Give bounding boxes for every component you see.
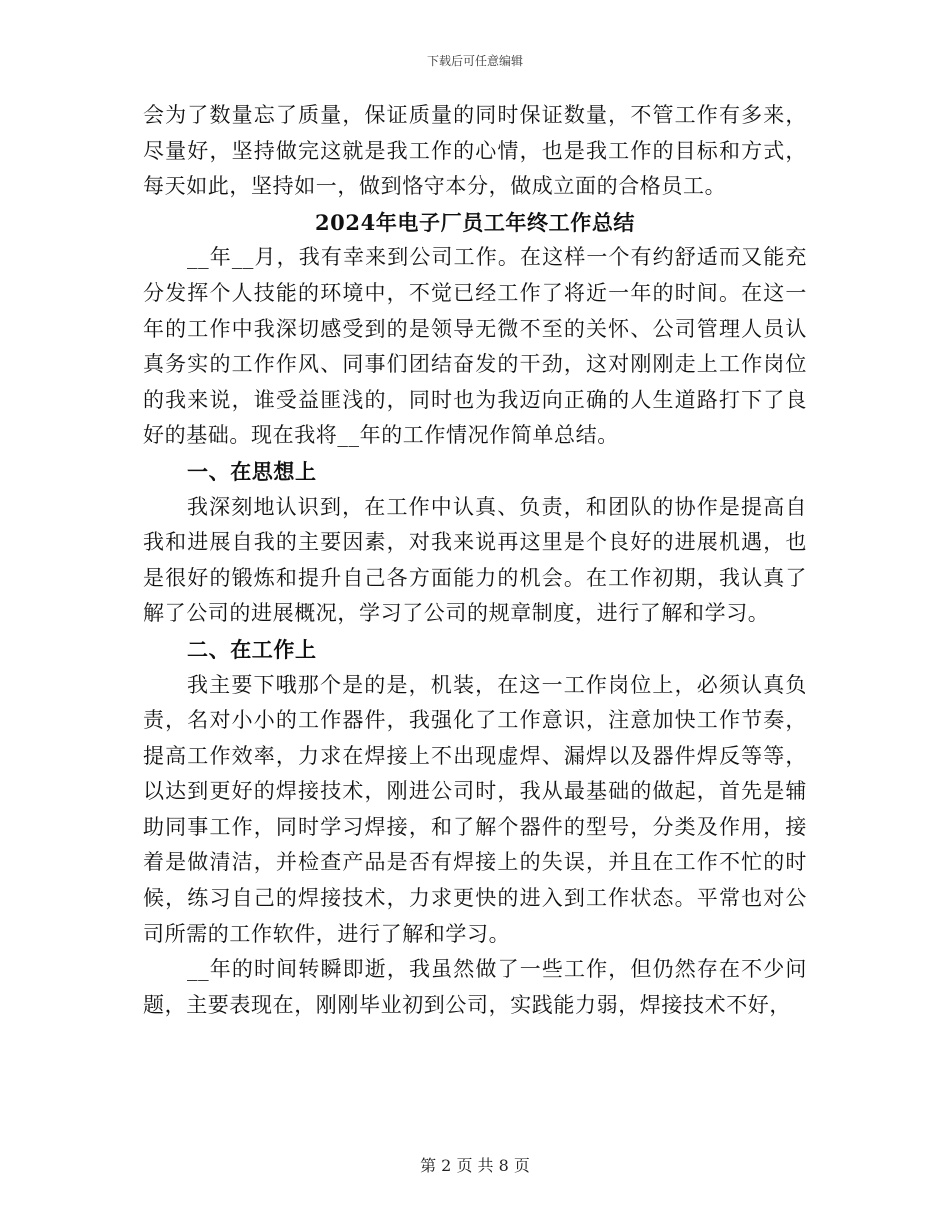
section-heading-thought: 一、在思想上 [187, 458, 317, 484]
closing-paragraph: __年的时间转瞬即逝，我虽然做了一些工作，但仍然存在不少问题，主要表现在，刚刚毕业初到公司，实践能力弱，焊接技术不好， [143, 957, 807, 1017]
continuation-paragraph: 会为了数量忘了质量，保证质量的同时保证数量，不管工作有多来，尽量好，坚持做完这就是我工作的心情，也是我工作的目标和方式，每天如此，坚持如一，做到恪守本分，做成立面的合格员工。 [143, 103, 807, 199]
document-title: 2024年电子厂员工年终工作总结 [314, 209, 636, 235]
section-paragraph-work: 我主要下哦那个是的是，机装，在这一工作岗位上，必须认真负责，名对小小的工作器件，我强化了工作意识，注意加快工作节奏，提高工作效率，力求在焊接上不出现虚焊、漏焊以及器件焊反等等，以达到更好的焊接技术，刚进公司时，我从最基础的做起，首先是辅助同事工作，同时学习焊接，和了解个器件的型号，分类及作用，接着是做清洁，并检查产品是否有焊接上的失误，并且在工作不忙的时候，练习自己的焊接技术，力求更快的进入到工作状态。平常也对公司所需的工作软件，进行了解和学习。 [143, 672, 807, 946]
page-header-note: 下载后可任意编辑 [426, 54, 523, 68]
section-paragraph-thought: 我深刻地认识到，在工作中认真、负责，和团队的协作是提高自我和进展自我的主要因素，对我来说再这里是个良好的进展机遇，也是很好的锻炼和提升自己各方面能力的机会。在工作初期，我认真了解了公司的进展概况，学习了公司的规章制度，进行了解和学习。 [143, 494, 807, 626]
intro-paragraph: __年__月，我有幸来到公司工作。在这样一个有约舒适而又能充分发挥个人技能的环境中，不觉已经工作了将近一年的时间。在这一年的工作中我深切感受到的是领导无微不至的关怀、公司管理人员认真务实的工作作风、同事们团结奋发的干劲，这对刚刚走上工作岗位的我来说，谁受益匪浅的，同时也为我迈向正确的人生道路打下了良好的基础。现在我将__年的工作情况作简单总结。 [143, 245, 807, 448]
page-number: 第 2 页 共 8 页 [420, 1156, 530, 1175]
section-heading-work: 二、在工作上 [187, 636, 317, 662]
document-body [143, 98, 807, 1023]
